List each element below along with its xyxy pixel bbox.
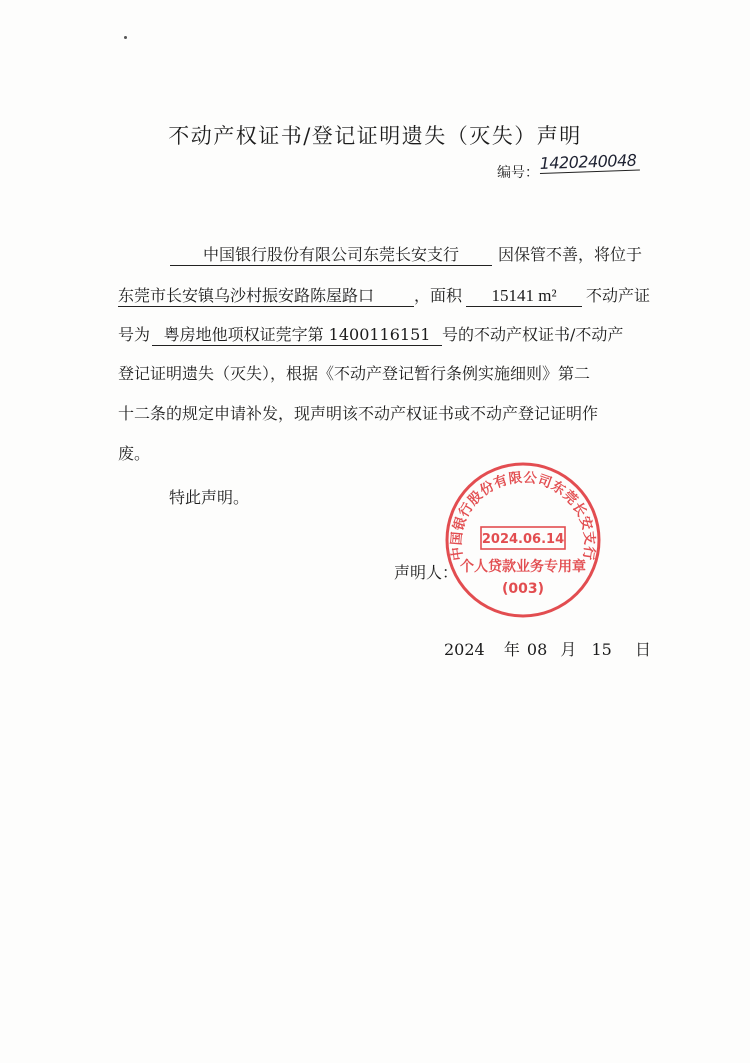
body-text-3: 不动产证 [586,286,651,305]
date-year: 2024 [444,640,485,659]
body-line-1 [118,242,642,266]
date-month-unit: 月 [560,640,577,659]
body-text-4: 号为 [118,325,151,344]
certificate-number: 粤房地他项权证莞字第 1400116151 [152,325,442,346]
official-seal-stamp [443,460,603,620]
date-month: 08 [526,640,548,659]
serial-number-handwritten: 1420240048 [539,151,640,174]
seal-ring-text: 中国银行股份有限公司东莞长安支行 [448,469,598,562]
applicant-name: 中国银行股份有限公司东莞长安支行 [170,245,492,266]
body-text-2: ，面积 [414,286,463,305]
date-day: 15 [591,640,612,659]
declaration-date [444,637,651,660]
body-line-2 [118,283,650,307]
body-line-4: 登记证明遗失（灭失），根据《不动产登记暂行条例实施细则》第二 [118,364,591,383]
property-location: 东莞市长安镇乌沙村振安路陈屋路口 [118,286,414,307]
seal-purpose: 个人贷款业务专用章 [460,559,586,575]
serial-label: 编号： [497,165,539,181]
property-area: 15141 m² [466,286,582,307]
seal-date: 2024.06.14 [481,532,565,547]
body-line-5: 十二条的规定申请补发，现声明该不动产权证书或不动产登记证明作 [118,404,599,423]
closing-statement: 特此声明。 [169,488,250,507]
body-text-1: 因保管不善，将位于 [498,245,643,264]
date-year-unit: 年 [503,640,520,659]
body-text-5: 号的不动产权证书/不动产 [442,325,624,344]
body-line-3 [118,322,623,346]
scan-speck [124,36,127,39]
body-line-6: 废。 [118,444,151,463]
seal-code: (003) [501,581,545,597]
declarant-label: 声明人： [394,563,459,582]
date-day-unit: 日 [634,640,651,659]
document-title: 不动产权证书/登记证明遗失（灭失）声明 [168,124,582,148]
